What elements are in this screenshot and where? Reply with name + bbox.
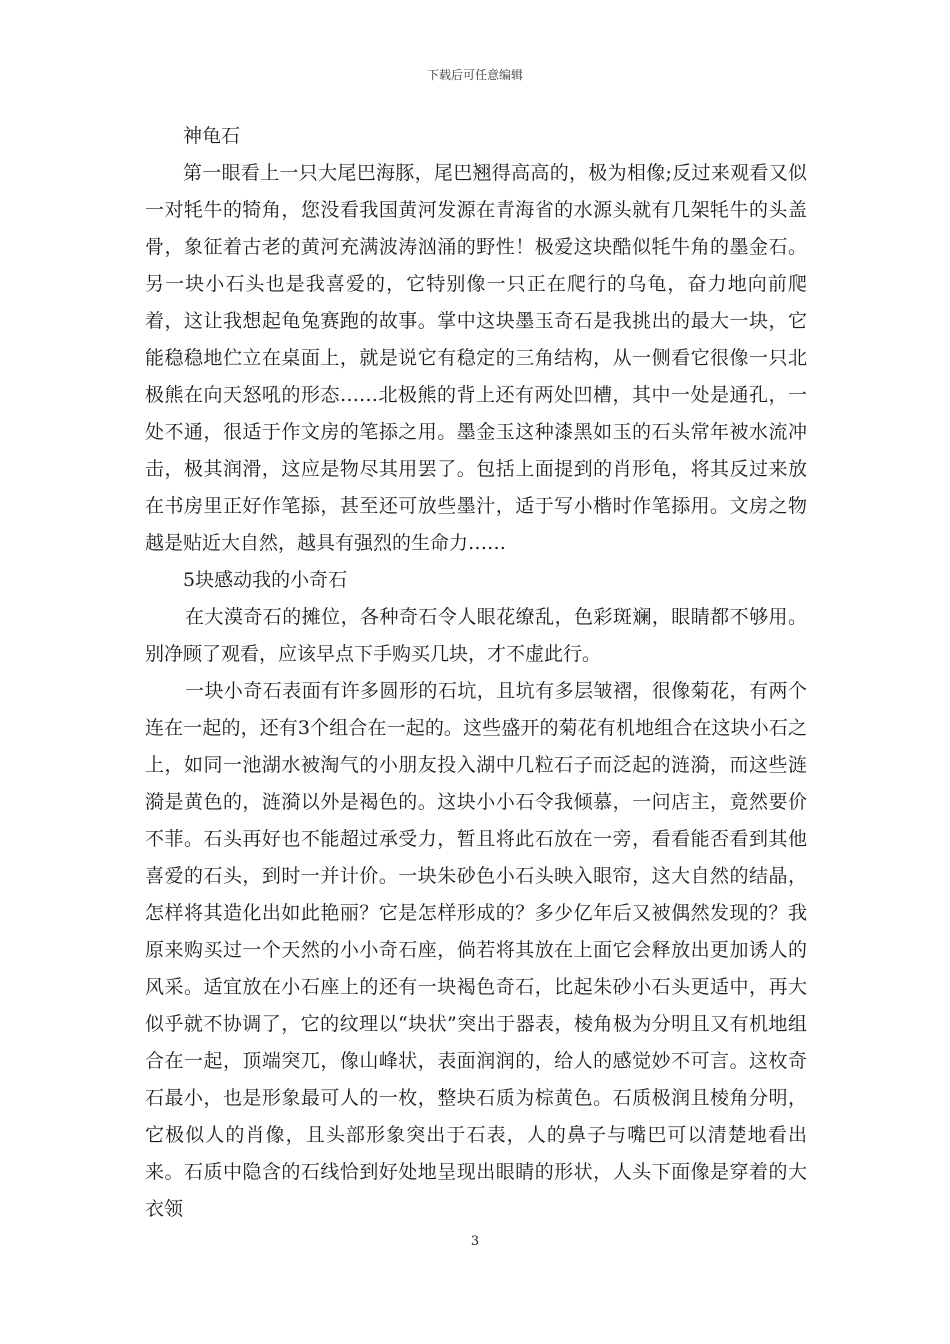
paragraph-shengui-stone: 第一眼看上一只大尾巴海豚，尾巴翘得高高的，极为相像;反过来观看又似一对牦牛的犄角，您没看我国黄河发源在青海省的水源头就有几架牦牛的头盖骨，象征着古老的黄河充满波涛汹涌的野性！极爱这块酷似牦牛角的墨金石。另一块小石头也是我喜爱的，它特别像一只正在爬行的乌龟，奋力地向前爬着，这让我想起龟兔赛跑的故事。掌中这块墨玉奇石是我挑出的最大一块，它能稳稳地伫立在桌面上，就是说它有稳定的三角结构，从一侧看它很像一只北极熊在向天怒吼的形态……北极熊的背上还有两处凹槽，其中一处是通孔，一处不通，很适于作文房的笔掭之用。墨金玉这种漆黑如玉的石头常年被水流冲击，极其润滑，这应是物尽其用罢了。包括上面提到的肖形龟，将其反过来放在书房里正好作笔掭，甚至还可放些墨汁，适于写小楷时作笔掭用。文房之物越是贴近大自然，越具有强烈的生命力…… [145,162,807,554]
page-number: 3 [470,1234,480,1249]
section-heading-five-stones: 5块感动我的小奇石 [183,569,348,591]
page-header: 下载后可任意编辑 [426,68,523,82]
paragraph-small-stones: 一块小奇石表面有许多圆形的石坑，且坑有多层皱褶，很像菊花，有两个连在一起的，还有3个组合在一起的。这些盛开的菊花有机地组合在这块小石之上，如同一池湖水被淘气的小朋友投入湖中几粒石子而泛起的涟漪，而这些涟漪是黄色的，涟漪以外是褐色的。这块小小石令我倾慕，一问店主，竟然要价不菲。石头再好也不能超过承受力，暂且将此石放在一旁，看看能否看到其他喜爱的石头，到时一并计价。一块朱砂色小石头映入眼帘，这大自然的结晶，怎样将其造化出如此艳丽？它是怎样形成的？多少亿年后又被偶然发现的？我原来购买过一个天然的小小奇石座，倘若将其放在上面它会释放出更加诱人的风采。适宜放在小石座上的还有一块褐色奇石，比起朱砂小石头更适中，再大似乎就不协调了，它的纹理以“块状”突出于器表，棱角极为分明且又有机地组合在一起，顶端突兀，像山峰状，表面润润的，给人的感觉妙不可言。这枚奇石最小，也是形象最可人的一枚，整块石质为棕黄色。石质极润且棱角分明，它极似人的肖像，且头部形象突出于石表，人的鼻子与嘴巴可以清楚地看出来。石质中隐含的石线恰到好处地呈现出眼睛的形状，人头下面像是穿着的大衣领 [145,680,807,1220]
document-body [145,118,807,1228]
section-heading-shengui-stone: 神龟石 [183,125,241,147]
paragraph-desert-stall: 在大漠奇石的摊位，各种奇石令人眼花缭乱，色彩斑斓，眼睛都不够用。别净顾了观看，应该早点下手购买几块，才不虚此行。 [145,606,807,665]
